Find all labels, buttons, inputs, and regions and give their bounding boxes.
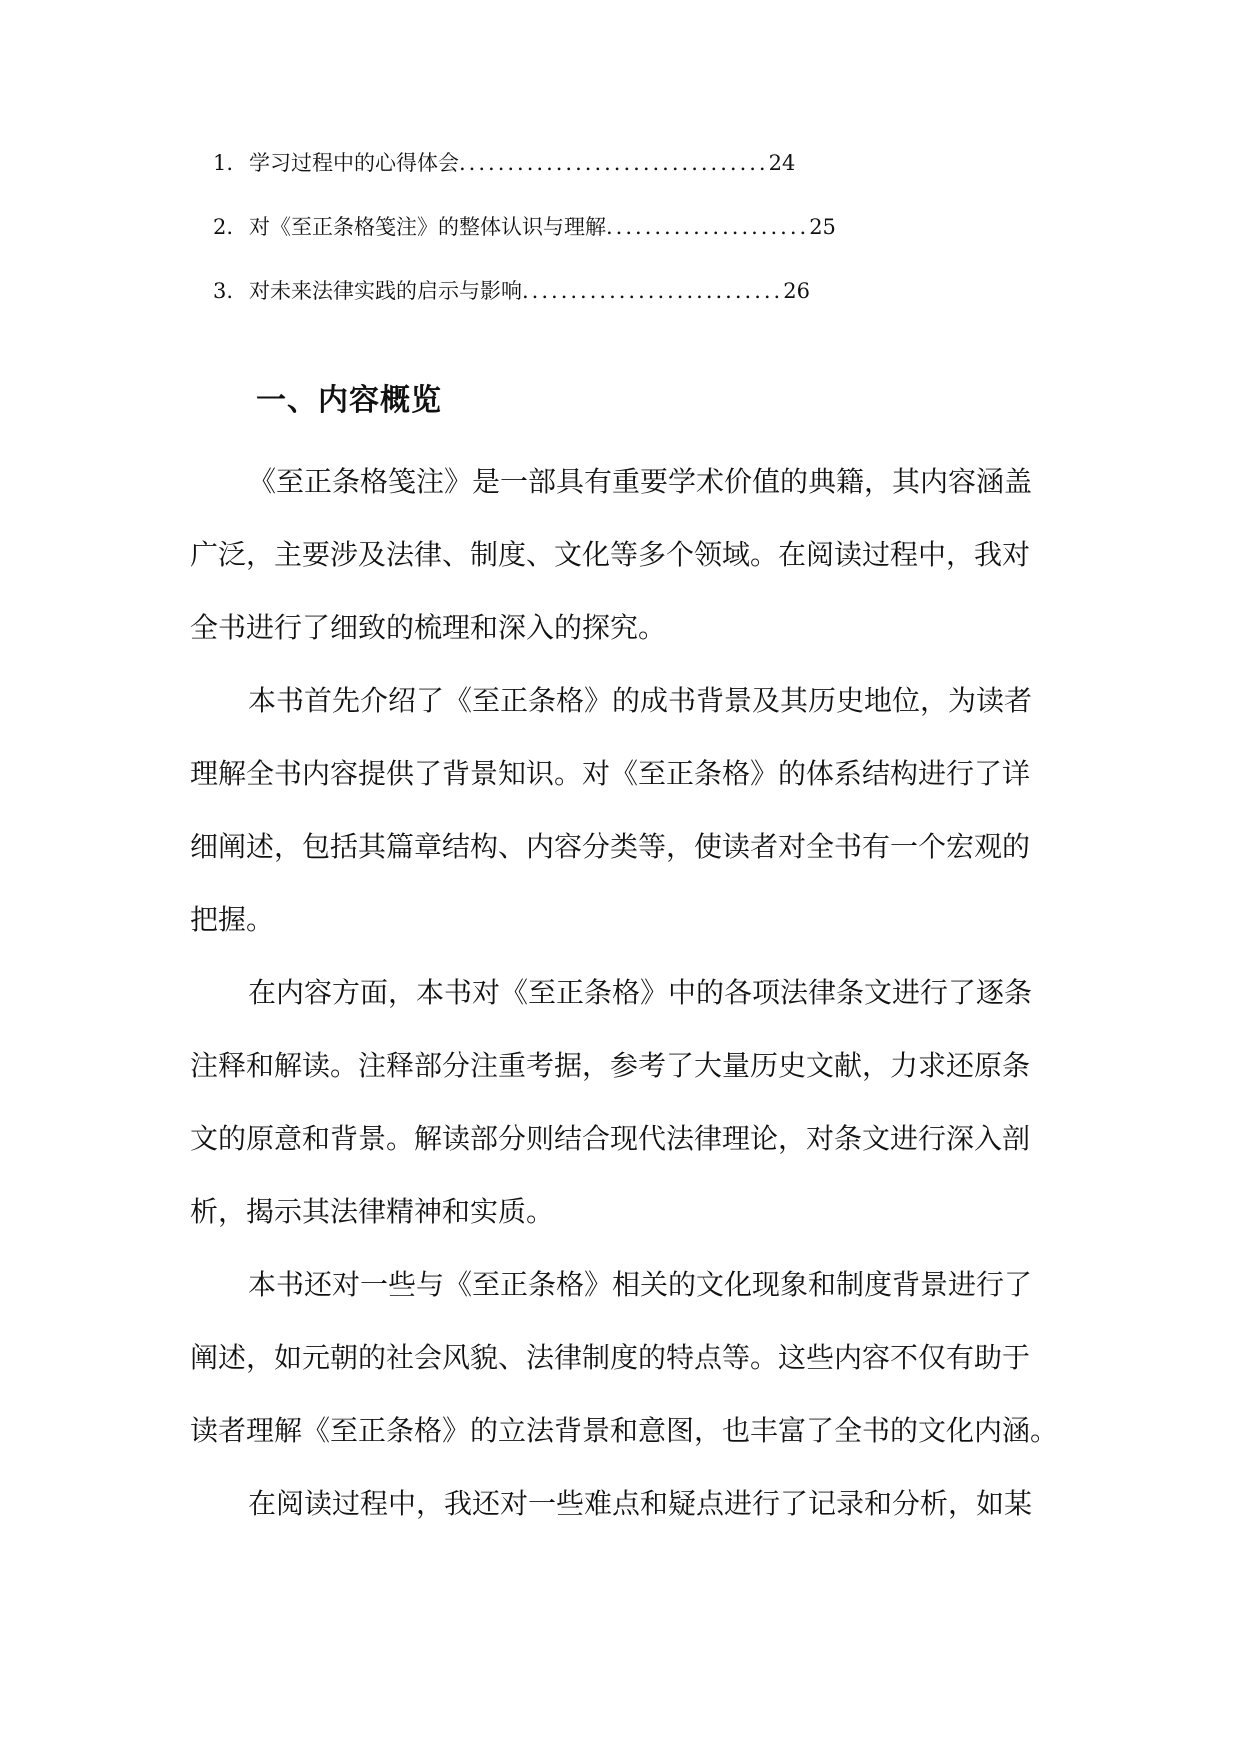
toc-number: 2. <box>213 215 234 239</box>
body-paragraph <box>190 973 1190 1265</box>
paragraph-line: 析，揭示其法律精神和实质。 <box>190 1195 555 1228</box>
paragraph-line: 广泛，主要涉及法律、制度、文化等多个领域。在阅读过程中，我对 <box>190 538 1031 571</box>
section-body <box>190 462 1190 1557</box>
toc-dot-leader: ........................... <box>522 279 784 303</box>
toc-page-number: 24 <box>768 151 796 175</box>
paragraph-line: 在内容方面，本书对《至正条格》中的各项法律条文进行了逐条 <box>248 976 1033 1009</box>
toc-page-number: 25 <box>809 215 836 239</box>
toc-number: 3. <box>213 279 234 303</box>
toc-title: 学习过程中的心得体会 <box>249 151 459 175</box>
toc-entry[interactable] <box>213 212 941 276</box>
body-paragraph <box>190 462 1190 681</box>
toc-page-number: 26 <box>783 279 810 303</box>
paragraph-line: 本书还对一些与《至正条格》相关的文化现象和制度背景进行了 <box>248 1268 1033 1301</box>
toc-dot-leader: ................................ <box>459 151 769 175</box>
paragraph-line: 读者理解《至正条格》的立法背景和意图，也丰富了全书的文化内涵。 <box>190 1414 1059 1447</box>
toc-dot-leader: ..................... <box>606 215 810 239</box>
paragraph-line: 细阐述，包括其篇章结构、内容分类等，使读者对全书有一个宏观的 <box>190 830 1031 863</box>
paragraph-line: 把握。 <box>190 903 275 936</box>
paragraph-line: 《至正条格笺注》是一部具有重要学术价值的典籍，其内容涵盖 <box>248 465 1033 498</box>
body-paragraph <box>190 1265 1190 1484</box>
paragraph-line: 理解全书内容提供了背景知识。对《至正条格》的体系结构进行了详 <box>190 757 1031 790</box>
paragraph-line: 注释和解读。注释部分注重考据，参考了大量历史文献，力求还原条 <box>190 1049 1031 1082</box>
section-heading: 一、内容概览 <box>256 383 442 418</box>
paragraph-line: 本书首先介绍了《至正条格》的成书背景及其历史地位，为读者 <box>248 684 1033 717</box>
toc-entry[interactable] <box>213 148 941 212</box>
toc-number: 1. <box>213 151 234 175</box>
table-of-contents <box>213 148 941 340</box>
paragraph-line: 文的原意和背景。解读部分则结合现代法律理论，对条文进行深入剖 <box>190 1122 1031 1155</box>
paragraph-line: 全书进行了细致的梳理和深入的探究。 <box>190 611 667 644</box>
toc-entry[interactable] <box>213 276 941 340</box>
toc-title: 对《至正条格笺注》的整体认识与理解 <box>249 215 606 239</box>
toc-title: 对未来法律实践的启示与影响 <box>249 279 522 303</box>
body-paragraph <box>190 681 1190 973</box>
body-paragraph <box>190 1484 1190 1557</box>
paragraph-line: 在阅读过程中，我还对一些难点和疑点进行了记录和分析，如某 <box>248 1487 1033 1520</box>
paragraph-line: 阐述，如元朝的社会风貌、法律制度的特点等。这些内容不仅有助于 <box>190 1341 1031 1374</box>
